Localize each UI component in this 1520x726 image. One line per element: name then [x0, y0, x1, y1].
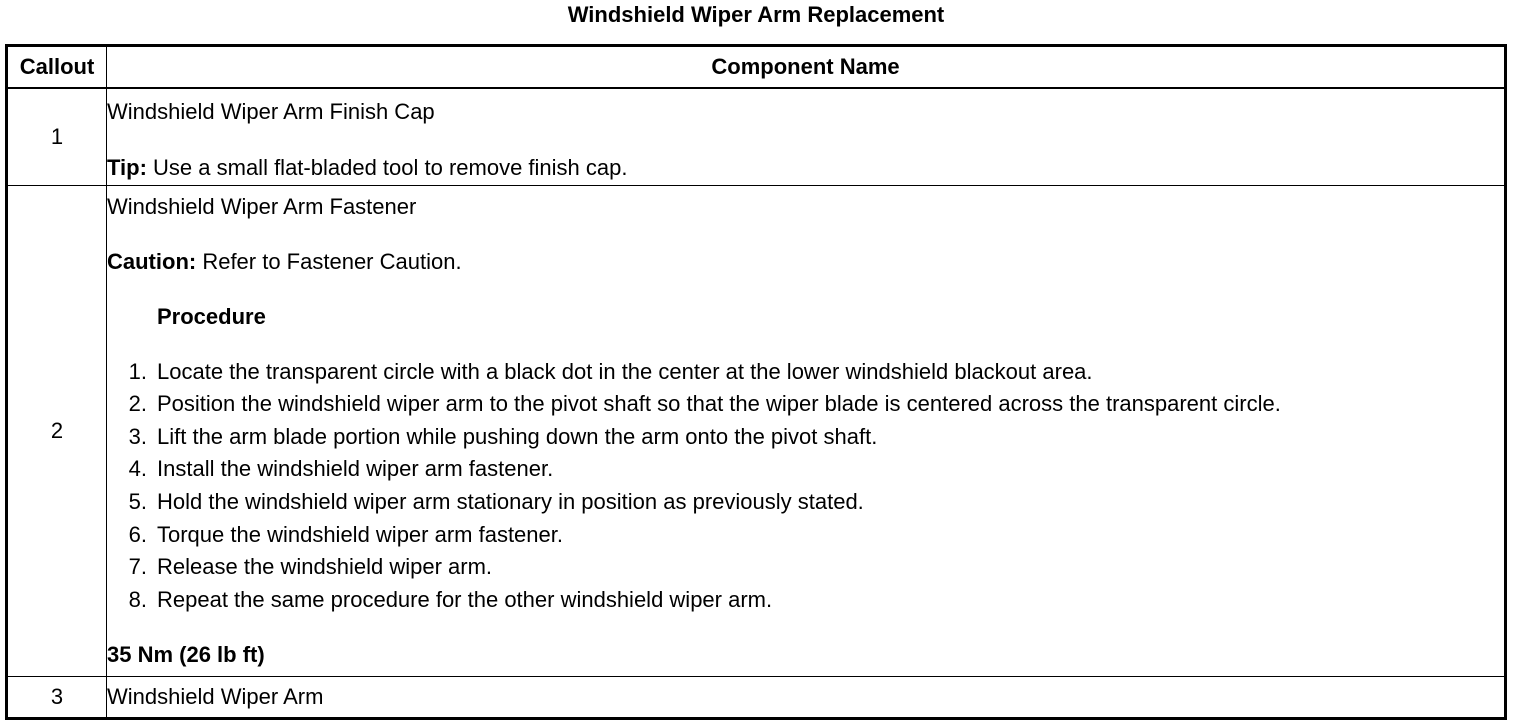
column-header-component-name: Component Name — [107, 46, 1506, 89]
column-header-callout: Callout — [7, 46, 107, 89]
tip-text: Use a small flat-bladed tool to remove finish cap. — [146, 155, 628, 180]
callout-cell: 2 — [7, 186, 107, 677]
list-item — [107, 551, 1504, 584]
component-cell — [107, 186, 1506, 677]
step-text: Install the windshield wiper arm fastener. — [157, 456, 554, 482]
step-text: Release the windshield wiper arm. — [157, 554, 493, 580]
list-item — [107, 453, 1504, 486]
caution-text: Refer to Fastener Caution. — [196, 248, 462, 274]
list-item — [107, 356, 1504, 389]
step-number: 7. — [128, 554, 147, 580]
list-item — [107, 519, 1504, 552]
list-item — [107, 421, 1504, 454]
component-table — [5, 44, 1507, 720]
list-item — [107, 584, 1504, 617]
step-number: 6. — [128, 521, 147, 547]
component-cell — [107, 677, 1506, 719]
callout-cell: 1 — [7, 88, 107, 186]
list-item — [107, 388, 1504, 421]
component-cell — [107, 88, 1506, 186]
step-text: Position the windshield wiper arm to the pivot shaft so that the wiper blade is centered across the transparent circle. — [157, 391, 1281, 417]
tip-note — [107, 155, 1504, 181]
step-text: Lift the arm blade portion while pushing down the arm onto the pivot shaft. — [157, 423, 878, 449]
step-text: Hold the windshield wiper arm stationary in position as previously stated. — [157, 489, 864, 514]
caution-label: Caution: — [107, 248, 197, 274]
step-number: 4. — [128, 456, 147, 482]
torque-spec: 35 Nm (26 lb ft) — [107, 642, 265, 668]
step-text: Locate the transparent circle with a black dot in the center at the lower windshield blackout area. — [157, 358, 1093, 384]
step-text: Repeat the same procedure for the other windshield wiper arm. — [157, 586, 773, 612]
step-number: 2. — [128, 391, 147, 417]
procedure-heading: Procedure — [157, 303, 266, 329]
component-name: Windshield Wiper Arm Finish Cap — [107, 99, 435, 124]
step-number: 5. — [128, 489, 147, 514]
procedure-steps — [107, 356, 1504, 617]
list-item — [107, 486, 1504, 519]
step-text: Torque the windshield wiper arm fastener. — [157, 521, 563, 547]
component-name: Windshield Wiper Arm Fastener — [107, 193, 417, 219]
component-name: Windshield Wiper Arm — [107, 684, 324, 709]
table-row — [7, 677, 1506, 719]
caution-note — [107, 249, 1504, 275]
callout-cell: 3 — [7, 677, 107, 719]
table-header-row — [7, 46, 1506, 89]
step-number: 8. — [128, 586, 147, 612]
page-title: Windshield Wiper Arm Replacement — [567, 2, 945, 27]
table-row — [7, 186, 1506, 677]
tip-label: Tip: — [107, 155, 147, 180]
table-row — [7, 88, 1506, 186]
step-number: 1. — [128, 358, 147, 384]
step-number: 3. — [128, 423, 147, 449]
